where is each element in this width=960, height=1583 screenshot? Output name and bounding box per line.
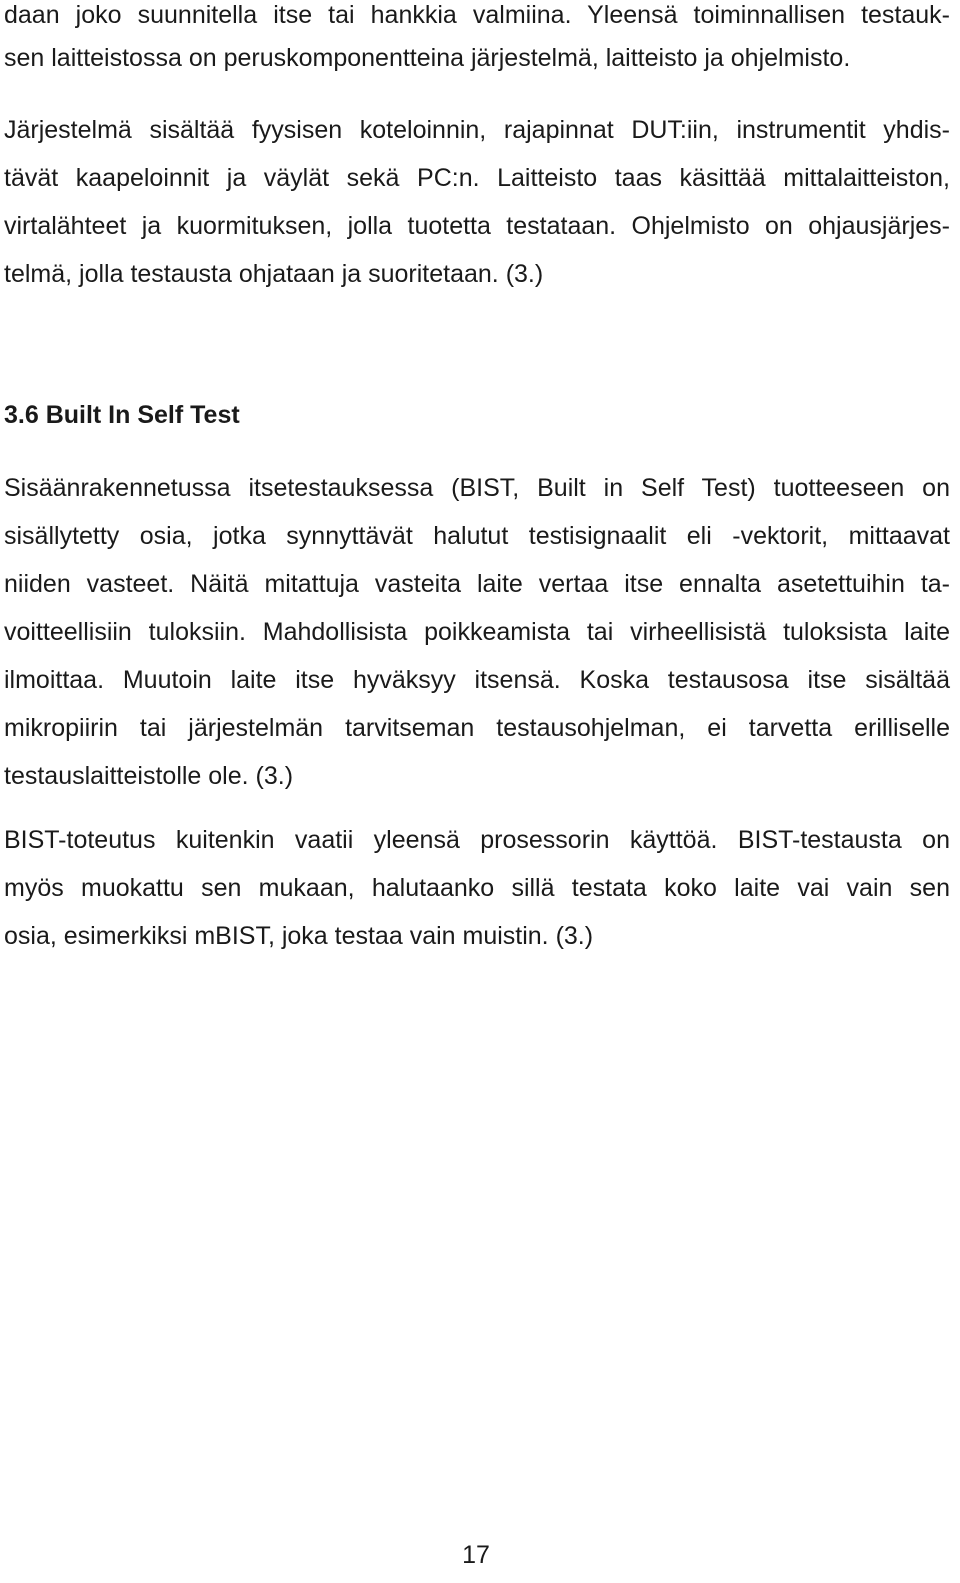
paragraph-2-line-3: virtalähteet ja kuormituksen, jolla tuotetta testataan. Ohjelmisto on ohjausjärjes- — [4, 212, 950, 240]
paragraph-3-line-2: sisällytetty osia, jotka synnyttävät halutut testisignaalit eli -vektorit, mittaavat — [4, 522, 950, 550]
paragraph-3-line-3: niiden vasteet. Näitä mitattuja vasteita laite vertaa itse ennalta asetettuihin ta- — [4, 570, 950, 598]
paragraph-1-line-2: sen laitteistossa on peruskomponentteina järjestelmä, laitteisto ja ohjelmisto. — [4, 44, 851, 72]
paragraph-4-line-3: osia, esimerkiksi mBIST, joka testaa vain muistin. (3.) — [4, 922, 594, 950]
paragraph-1-line-1: daan joko suunnitella itse tai hankkia valmiina. Yleensä toiminnallisen testauk- — [4, 1, 950, 29]
paragraph-3-line-7: testauslaitteistolle ole. (3.) — [4, 762, 294, 790]
paragraph-3-line-6: mikropiirin tai järjestelmän tarvitseman testausohjelman, ei tarvetta erilliselle — [4, 714, 950, 742]
paragraph-4-line-2: myös muokattu sen mukaan, halutaanko sillä testata koko laite vai vain sen — [4, 874, 950, 902]
section-heading: 3.6 Built In Self Test — [4, 401, 240, 429]
paragraph-3-line-5: ilmoittaa. Muutoin laite itse hyväksyy itsensä. Koska testausosa itse sisältää — [4, 666, 950, 694]
paragraph-3-line-1: Sisäänrakennetussa itsetestauksessa (BIST, Built in Self Test) tuotteeseen on — [4, 474, 950, 502]
paragraph-4-line-1: BIST-toteutus kuitenkin vaatii yleensä prosessorin käyttöä. BIST-testausta on — [4, 826, 950, 854]
paragraph-2-line-4: telmä, jolla testausta ohjataan ja suoritetaan. (3.) — [4, 260, 544, 288]
paragraph-3-line-4: voitteellisiin tuloksiin. Mahdollisista poikkeamista tai virheellisistä tuloksista laite — [4, 618, 950, 646]
paragraph-2-line-2: tävät kaapeloinnit ja väylät sekä PC:n. Laitteisto taas käsittää mittalaitteiston, — [4, 164, 950, 192]
page-number: 17 — [462, 1541, 490, 1569]
paragraph-2-line-1: Järjestelmä sisältää fyysisen koteloinnin, rajapinnat DUT:iin, instrumentit yhdis- — [4, 116, 950, 144]
